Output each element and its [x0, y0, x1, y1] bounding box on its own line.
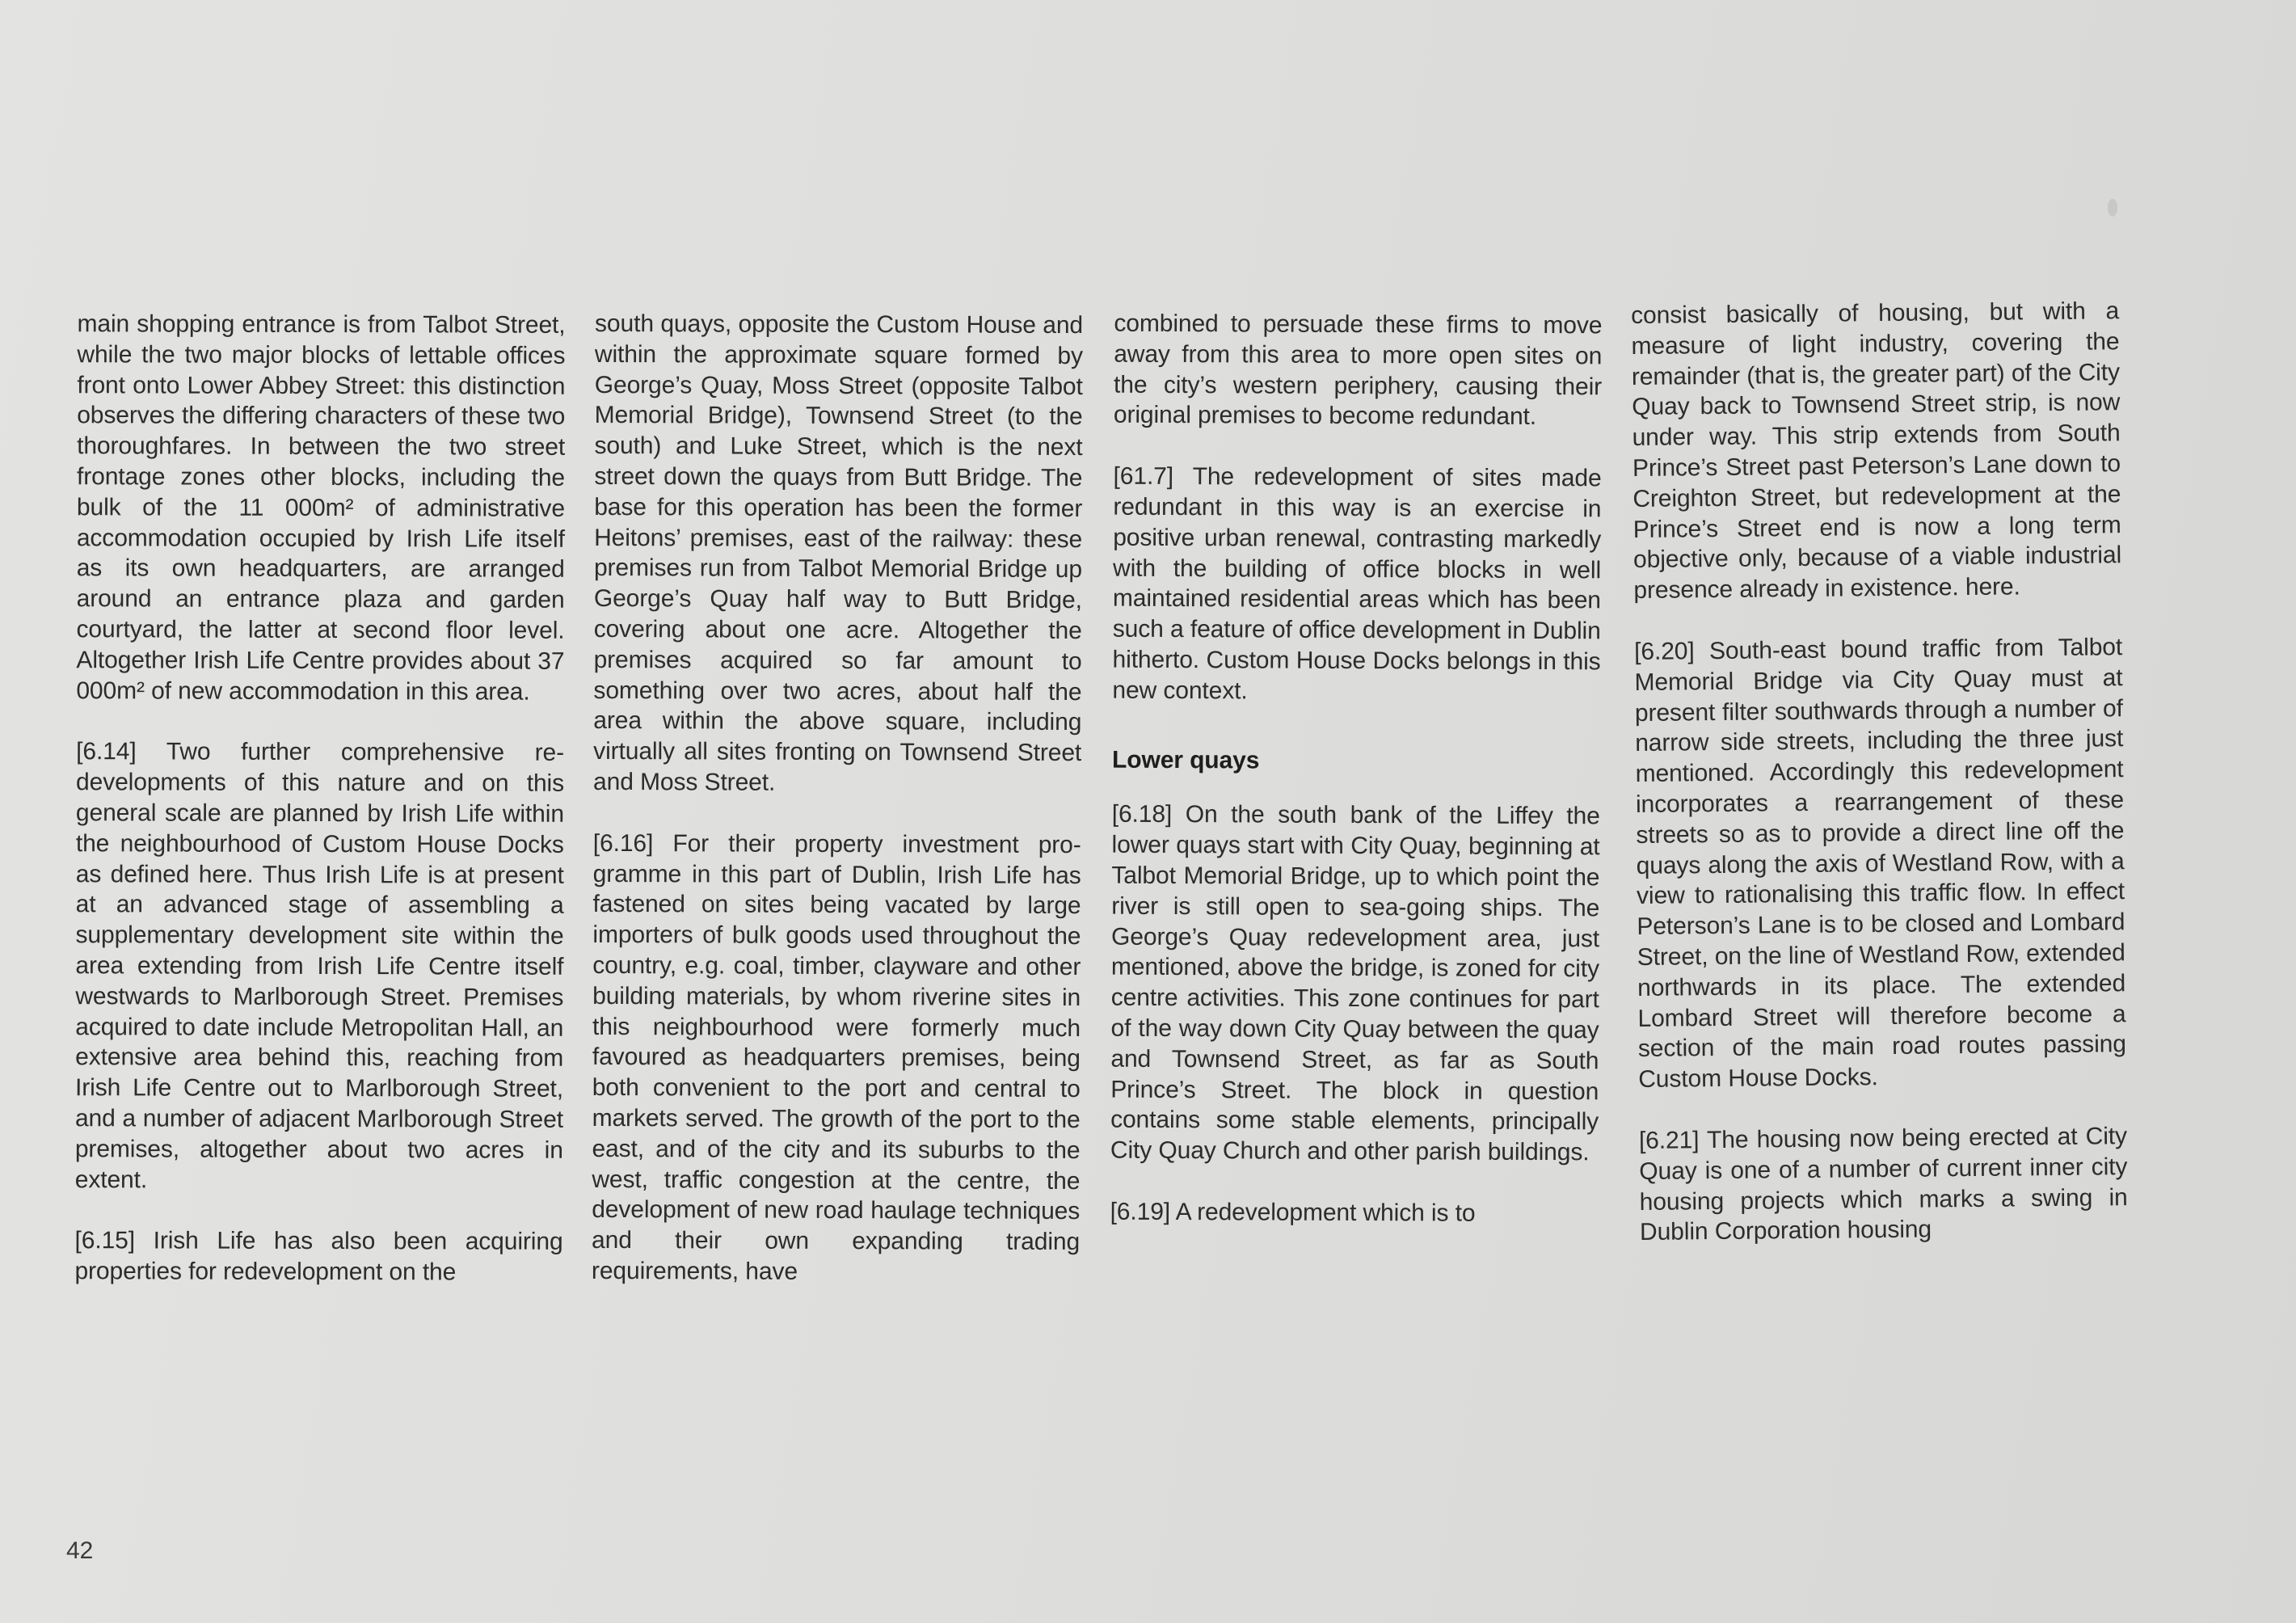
paragraph-6-20: [6.20] South-east bound traffic from Talbot Memorial Bridge via City Quay must at present filter southwards through a number of narrow side streets, including the three just mentioned. Accordingly this redevelopment incorporates a rearrangement of these streets so as to provide a direct line off the quays along the axis of Westland Row, with a view to rationalising this traffic flow. In effect Peterson’s Lane is to be closed and Lombard Street, on the line of Westland Row, extended northwards in its place. The extended Lombard Street will therefore become a section of the main road routes passing Custom House Docks. — [1634, 634, 2127, 1094]
paper-mark — [2108, 199, 2117, 217]
paragraph: main shopping entrance is from Talbot Street, while the two major blocks of lettable offices front onto Lower Abbey Street: this distinction observes the differing characters of these two thoroughfares. In between the two street frontage zones other blocks, including the bulk of the 11 000m² of administrative accommodation occupied by Irish Life itself as its own headquarters, are arranged around an entrance plaza and garden courtyard, the latter at second floor level. Altogether Irish Life Centre provides about 37 000m² of new accommodation in this area. — [76, 310, 566, 706]
paragraph: consist basically of housing, but with a measure of light industry, covering the remainder (that is, the greater part) of the City Quay back to Townsend Street strip, is now under way. This strip extends from South Prince’s Street past Peterson’s Lane down to Creighton Street, but redevelopment at the Prince’s Street end is now a long term objective only, because of a viable industrial presence already in existence. here. — [1631, 297, 2122, 605]
paragraph-6-18: [6.18] On the south bank of the Liffey the lower quays start with City Quay, beginning at Talbot Memorial Bridge, up to which point the river is still open to sea-going ships. The George’s Quay redevelopment area, just mentioned, above the bridge, is zoned for city centre activities. This zone continues for part of the way down City Quay between the quay and Townsend Street, as far as South Prince’s Street. The block in question contains some stable elements, principally City Quay Church and other parish buildings. — [1110, 801, 1600, 1166]
paragraph-6-19: [6.19] A redevelopment which is to — [1110, 1198, 1476, 1227]
paragraph-6-15: [6.15] Irish Life has also been acquiring properties for redevelopment on the — [74, 1227, 563, 1286]
text-column-3 — [1110, 309, 1603, 1229]
paragraph-6-14: [6.14] Two further comprehensive redevelopments of this nature and on this general scale are planned by Irish Life within the neighbourhood of Custom House Docks as defined here. Thus Irish Life is at present at an advanced stage of assembling a supplementary development site within the area extending from Irish Life Centre itself westwards to Marlborough Street. Premises acquired to date include Metropolitan Hall, an extensive area behind this, reaching from Irish Life Centre out to Marlborough Street, and a number of adjacent Marlborough Street premises, altogether about two acres in extent. — [74, 738, 565, 1193]
text-column-4 — [1631, 296, 2128, 1248]
paragraph-61-7: [61.7] The redevelopment of sites made redundant in this way is an exercise in positive urban renewal, contrasting markedly with the building of office blocks in well maintained residential areas which has been such a feature of office development in Dublin hitherto. Custom House Docks belongs in this new context. — [1112, 462, 1602, 705]
text-column-1 — [74, 309, 565, 1288]
paragraph: south quays, opposite the Custom House and within the approximate square formed by George’s Quay, Moss Street (opposite Talbot Memorial Bridge), Townsend Street (to the south) and Luke Street, which is the next street down the quays from Butt Bridge. The base for this operation has been the former Heitons’ premises, east of the railway: these premises run from Talbot Memorial Bridge up George’s Quay half way to Butt Bridge, covering about one acre. Altogether the premises acquired so far amount to something over two acres, about half the area within the above square, including virtually all sites fronting on Townsend Street and Moss Street. — [593, 310, 1084, 796]
page-number: 42 — [66, 1537, 94, 1564]
section-heading-lower-quays: Lower quays — [1111, 746, 1260, 774]
text-column-2 — [592, 309, 1083, 1288]
paragraph-6-16: [6.16] For their property investment programme in this part of Dublin, Irish Life has fastened on sites being vacated by large importers of bulk goods used throughout the country, e.g. coal, timber, clayware and other building materials, by whom riverine sites in this neighbourhood were formerly much favoured as headquarters premises, being both convenient to the port and central to markets served. The growth of the port to the east, and of the city and its suburbs to the west, traffic congestion at the centre, the development of new road haulage techniques and their own expanding trading requirements, have — [591, 829, 1081, 1285]
paragraph-6-21: [6.21] The housing now being erected at City Quay is one of a number of current inner city housing projects which marks a swing in Dublin Corporation housing — [1638, 1123, 2128, 1246]
paragraph: combined to persuade these firms to move away from this area to more open sites on the city’s western periphery, causing their original premises to become redundant. — [1113, 310, 1603, 431]
